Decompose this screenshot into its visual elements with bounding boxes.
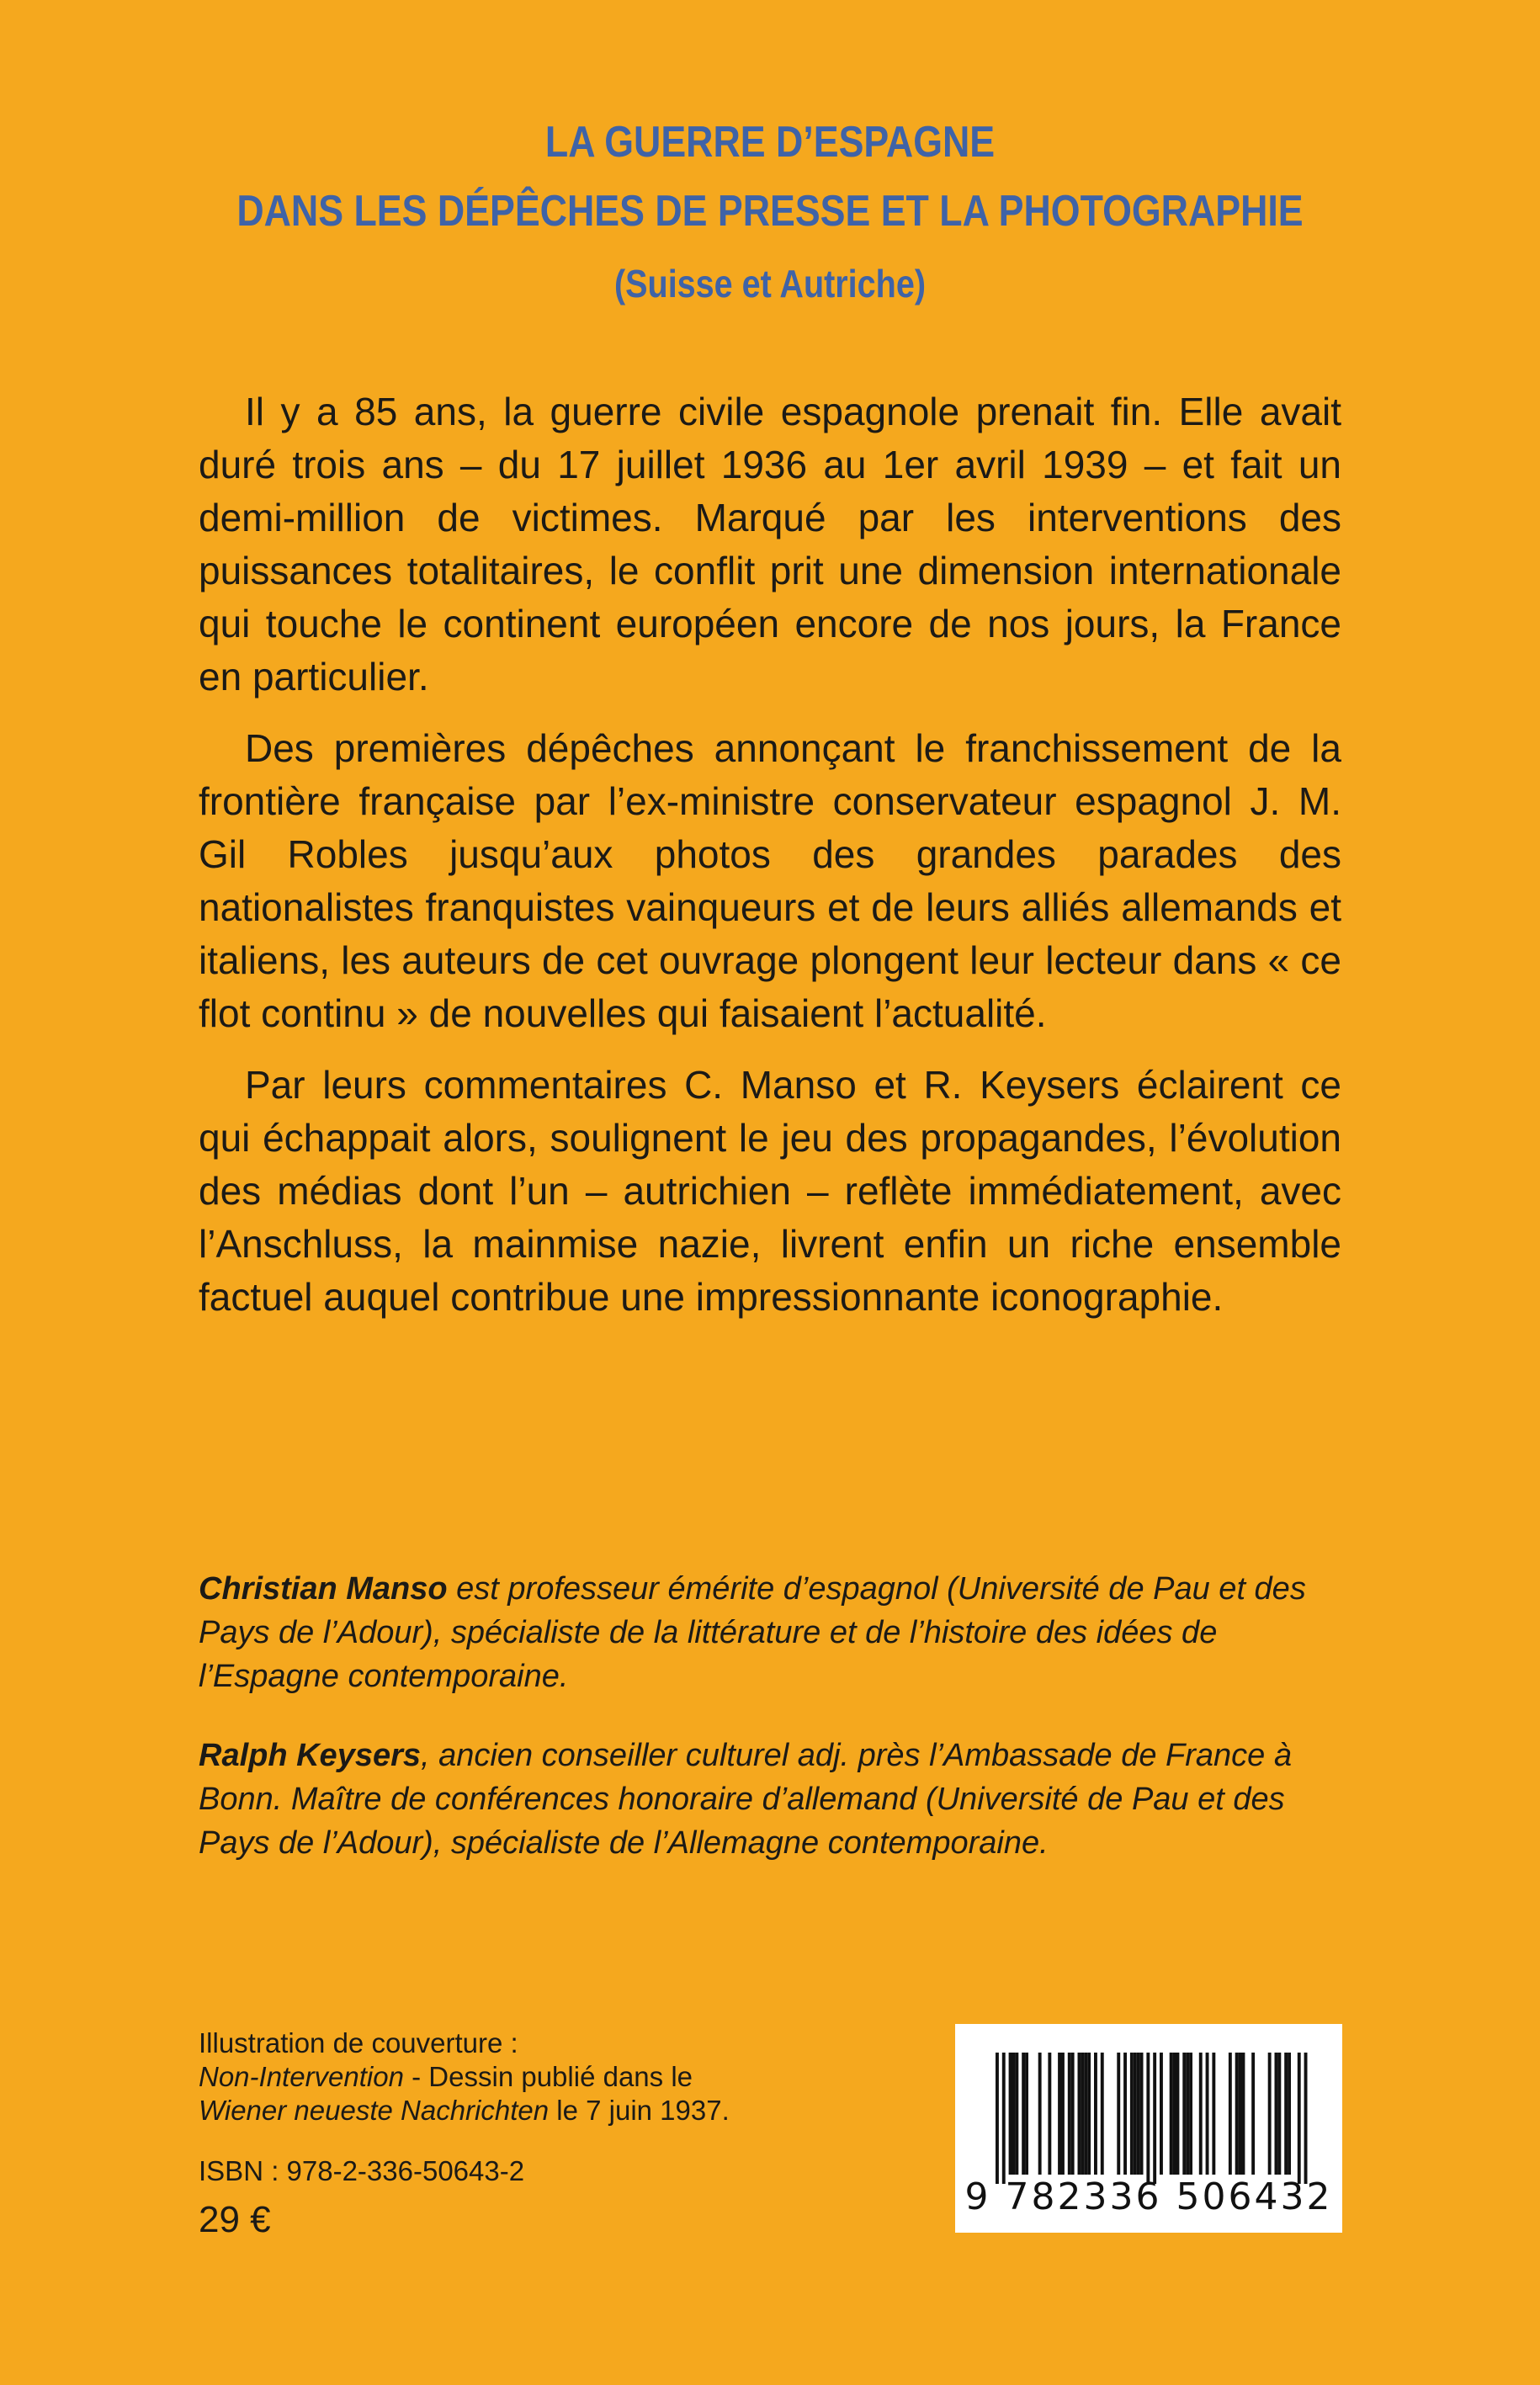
title-block	[0, 108, 1540, 313]
barcode-bar	[1242, 2053, 1245, 2175]
credits-date: le 7 juin 1937.	[549, 2095, 730, 2126]
summary-paragraph-2: Des premières dépêches annonçant le franchissement de la frontière française par l’ex-ministre conservateur espagnol J. M. Gil Robles jusqu’aux photos des grandes parades des nationalistes franquistes vainqueurs et de leurs alliés allemands et italiens, les auteurs de cet ouvrage plongent leur lecteur dans « ce flot continu » de nouvelles qui faisaient l’actualité.	[199, 726, 1341, 1035]
barcode-bar	[1087, 2053, 1091, 2175]
barcode-bar	[1170, 2053, 1173, 2175]
barcode-bar	[1229, 2053, 1232, 2175]
author-name-2: Ralph Keysers	[199, 1738, 422, 1773]
author-bio-2	[199, 1734, 1341, 1865]
credits-newspaper: Wiener neueste Nachrichten	[199, 2095, 550, 2126]
summary-paragraph-3: Par leurs commentaires C. Manso et R. Keysers éclairent ce qui échappait alors, soulignent le jeu des propagandes, l’évolution des médias dont l’un – autrichien – reflète immédiatement, avec l’Anschluss, la mainmise nazie, livrent enfin un riche ensemble factuel auquel contribue une impressionnante iconographie.	[199, 1063, 1341, 1319]
book-title-line-2: DANS LES DÉPÊCHES DE PRESSE ET LA PHOTOGRAPHIE	[236, 187, 1304, 236]
barcode-bar	[1160, 2053, 1163, 2175]
barcode-bar	[1284, 2053, 1288, 2175]
barcode-bar	[1251, 2053, 1255, 2175]
barcode-bar	[1239, 2053, 1242, 2175]
credits-label: Illustration de couverture :	[199, 2027, 518, 2058]
barcode-bar	[1094, 2053, 1097, 2175]
cover-credits	[199, 2026, 788, 2127]
barcode-bar	[1078, 2053, 1081, 2175]
barcode-bar	[1022, 2053, 1025, 2175]
isbn: ISBN : 978-2-336-50643-2	[199, 2155, 525, 2186]
barcode-bar	[996, 2053, 999, 2184]
barcode-bar	[1123, 2053, 1127, 2175]
barcode-bar	[1101, 2053, 1104, 2175]
barcode-bar	[1071, 2053, 1075, 2175]
credits-work-title: Non-Intervention	[199, 2061, 404, 2092]
barcode-bar	[1117, 2053, 1120, 2175]
barcode-bar	[1140, 2053, 1144, 2175]
barcode-bar	[1189, 2053, 1192, 2175]
barcode-bar	[1009, 2053, 1012, 2175]
barcode-bar	[1275, 2053, 1278, 2175]
summary-text	[199, 385, 1341, 1342]
barcode-bars	[955, 2024, 1342, 2184]
barcode-bar	[1206, 2053, 1209, 2175]
barcode-bar	[1176, 2053, 1180, 2175]
barcode-bar	[1084, 2053, 1087, 2175]
summary-paragraph-1: Il y a 85 ans, la guerre civile espagnole prenait fin. Elle avait duré trois ans – du 17 juillet 1936 au 1er avril 1939 – et fait un demi-million de victimes. Marqué par les interventions des puissances totalitaires, le conflit prit une dimension internationale qui touche le continent européen encore de nos jours, la France en particulier.	[199, 390, 1341, 699]
barcode-bar	[1134, 2053, 1137, 2175]
barcode-bar	[1199, 2053, 1203, 2175]
barcode-bar	[1002, 2053, 1006, 2184]
barcode-bar	[1081, 2053, 1084, 2175]
barcode-bar	[1061, 2053, 1065, 2175]
barcode-bar	[1058, 2053, 1061, 2175]
barcode-bar	[1277, 2053, 1281, 2175]
barcode-bar	[1048, 2053, 1051, 2175]
author-bios	[199, 1567, 1341, 1900]
barcode-bar	[1288, 2053, 1291, 2175]
barcode-bar	[1298, 2053, 1301, 2184]
barcode	[955, 2024, 1342, 2233]
barcode-bar	[1068, 2053, 1071, 2175]
barcode-bar	[1146, 2053, 1150, 2184]
barcode-bar	[1173, 2053, 1176, 2175]
price: 29 €	[199, 2199, 271, 2240]
book-title-line-1: LA GUERRE D’ESPAGNE	[544, 118, 996, 167]
barcode-bar	[1137, 2053, 1140, 2175]
barcode-bar	[1130, 2053, 1134, 2175]
barcode-digits: 9 782336 506432	[964, 2175, 1333, 2218]
book-subtitle: (Suisse et Autriche)	[613, 262, 927, 305]
author-name-1: Christian Manso	[199, 1571, 448, 1607]
author-bio-text-1: est professeur émérite d’espagnol (Université de Pau et des Pays de l’Adour), spécialiste de la littérature et de l’histoire des idées de l’Espagne contemporaine.	[199, 1571, 1306, 1694]
credits-source	[199, 2094, 788, 2127]
barcode-bar	[1235, 2053, 1239, 2175]
author-bio-text-2: , ancien conseiller culturel adj. près l’Ambassade de France à Bonn. Maître de conférences honoraire d’allemand (Université de Pau et des Pays de l’Adour), spécialiste de l’Allemagne contemporaine.	[199, 1738, 1292, 1861]
barcode-bar	[1304, 2053, 1308, 2184]
barcode-bar	[1186, 2053, 1189, 2175]
credits-work-desc: - Dessin publié dans le	[403, 2061, 693, 2092]
barcode-bar	[1025, 2053, 1028, 2175]
barcode-bar	[1038, 2053, 1042, 2175]
barcode-bar	[1153, 2053, 1156, 2184]
barcode-bar	[1182, 2053, 1186, 2175]
barcode-bar	[1015, 2053, 1018, 2175]
barcode-bar	[1268, 2053, 1272, 2175]
author-bio-1	[199, 1567, 1341, 1698]
barcode-bar	[1212, 2053, 1215, 2175]
credits-work	[199, 2060, 788, 2094]
barcode-bar	[1012, 2053, 1016, 2175]
